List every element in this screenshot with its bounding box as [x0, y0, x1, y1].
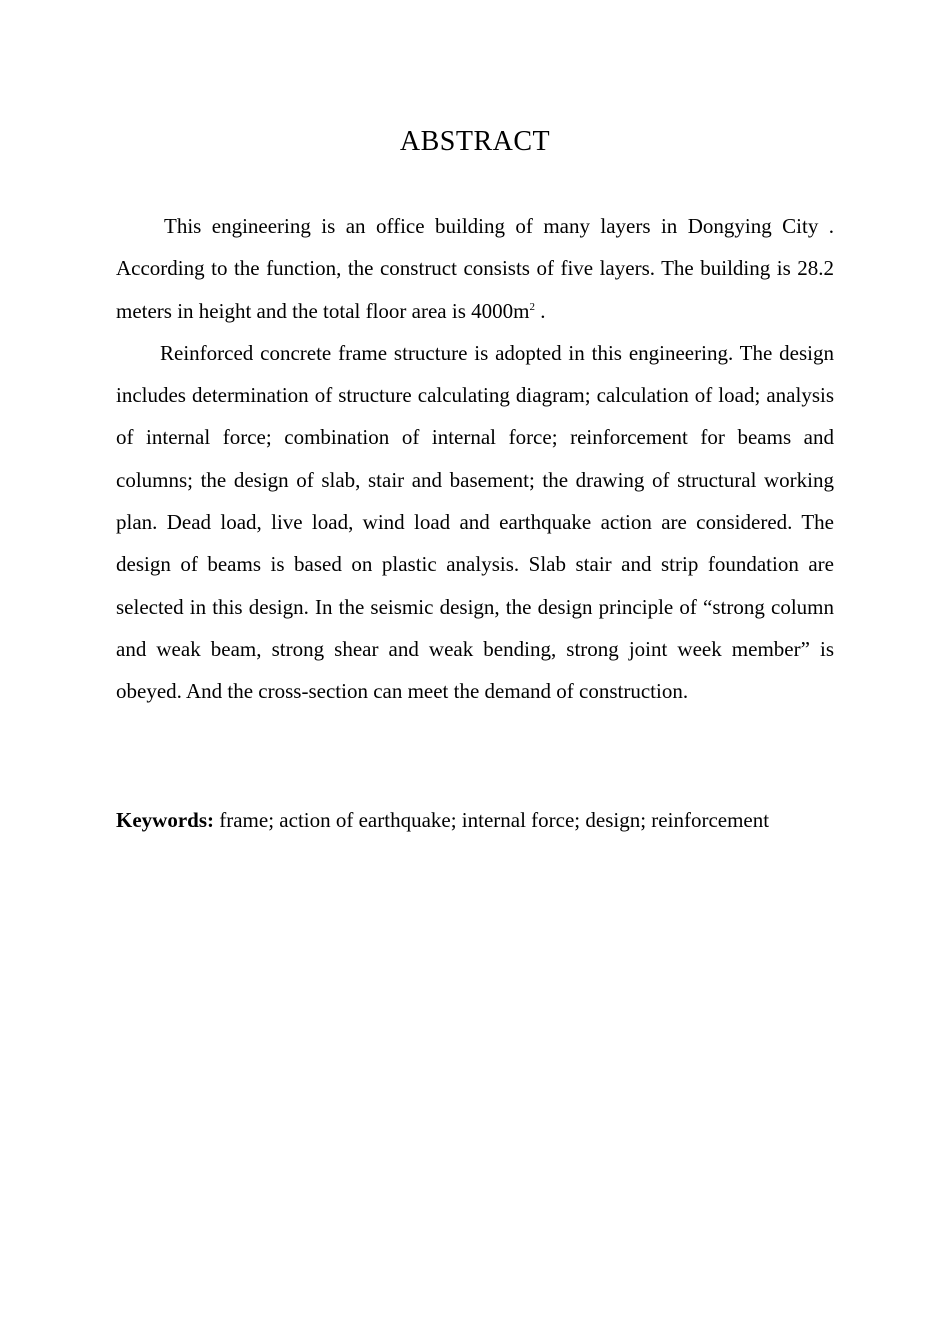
keywords-line — [116, 799, 876, 841]
keywords-value: frame; action of earthquake; internal force; design; reinforcement — [214, 808, 770, 832]
paragraph-1-text: This engineering is an office building of many layers in Dongying City . According to the function, the construct consists of five layers. The building is 28.2 meters in height and the total floor area is 4000m — [116, 214, 834, 323]
keywords-label: Keywords: — [116, 808, 214, 832]
abstract-paragraph-2: Reinforced concrete frame structure is adopted in this engineering. The design includes determination of structure calculating diagram; calculation of load; analysis of internal force; combination of internal force; reinforcement for beams and columns; the design of slab, stair and basement; the drawing of structural working plan. Dead load, live load, wind load and earthquake action are considered. The design of beams is based on plastic analysis. Slab stair and strip foundation are selected in this design. In the seismic design, the design principle of “strong column and weak beam, strong shear and weak bending, strong joint week member” is obeyed. And the cross-section can meet the demand of construction. — [116, 340, 834, 704]
abstract-body — [116, 205, 834, 713]
paragraph-1-tail: . — [534, 298, 546, 323]
abstract-title: ABSTRACT — [399, 126, 551, 157]
abstract-paragraph-1 — [116, 205, 834, 332]
area-superscript: 2 — [529, 300, 535, 313]
